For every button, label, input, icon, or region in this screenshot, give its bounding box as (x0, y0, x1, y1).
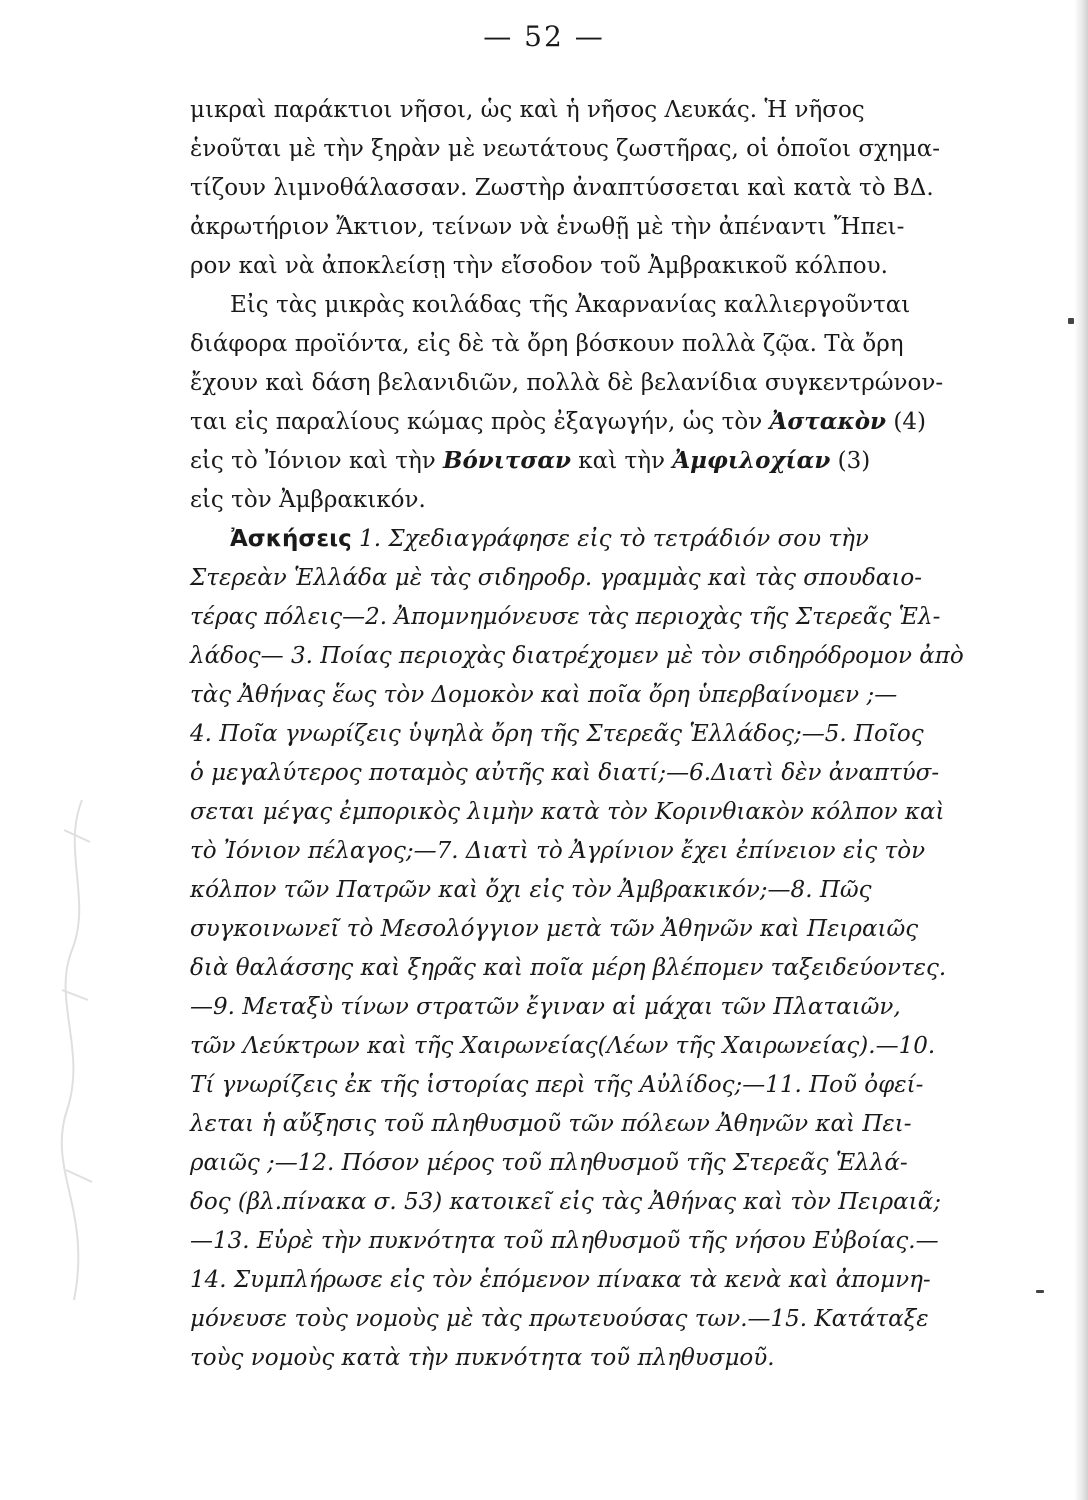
text-run: ται εἰς παραλίους κώμας πρὸς ἐξαγωγήν, ὡς τὸν (190, 409, 770, 435)
exercise-line: Τί γνωρίζεις ἐκ τῆς ἱστορίας περὶ τῆς Αὐλίδος;—11. Ποῦ ὀφεί- (190, 1072, 924, 1098)
text-run: εἰς τὸ Ἰόνιον καὶ τὴν (190, 448, 444, 474)
exercise-line: ραιῶς ;—12. Πόσον μέρος τοῦ πληθυσμοῦ τῆς Στερεᾶς Ἑλλά- (190, 1150, 908, 1176)
exercise-line: τοὺς νομοὺς κατὰ τὴν πυκνότητα τοῦ πληθυσμοῦ. (190, 1345, 775, 1371)
exercise-line: τὸ Ἰόνιον πέλαγος;—7. Διατὶ τὸ Ἀγρίνιον ἔχει ἐπίνειον εἰς τὸν (190, 838, 926, 864)
exercise-line: λεται ἡ αὔξησις τοῦ πληθυσμοῦ τῶν πόλεων Ἀθηνῶν καὶ Πει- (190, 1111, 912, 1137)
text-line: διάφορα προϊόντα, εἰς δὲ τὰ ὄρη βόσκουν πολλὰ ζῷα. Τὰ ὄρη (190, 331, 904, 357)
exercises-heading: Ἀσκήσεις (230, 526, 352, 552)
exercise-line: ὁ μεγαλύτερος ποταμὸς αὐτῆς καὶ διατί;—6.Διατὶ δὲν ἀναπτύσ- (190, 760, 940, 786)
text-run: καὶ τὴν (570, 448, 673, 474)
exercise-line: κόλπον τῶν Πατρῶν καὶ ὄχι εἰς τὸν Ἀμβρακικόν;—8. Πῶς (190, 877, 872, 903)
text-line: εἰς τὸν Ἀμβρακικόν. (190, 487, 426, 513)
exercise-line: —13. Εὑρὲ τὴν πυκνότητα τοῦ πληθυσμοῦ τῆς νήσου Εὐβοίας.— (190, 1228, 939, 1254)
place-name-amfilochia: Ἀμφιλοχίαν (672, 447, 831, 474)
exercise-line: 4. Ποῖα γνωρίζεις ὑψηλὰ ὄρη τῆς Στερεᾶς Ἑλλάδος;—5. Ποῖος (190, 721, 924, 747)
text-line (190, 444, 870, 478)
text-line: ἀκρωτήριον Ἄκτιον, τείνων νὰ ἑνωθῇ μὲ τὴν ἀπέναντι Ἤπει- (190, 214, 905, 240)
text-line: μικραὶ παράκτιοι νῆσοι, ὡς καὶ ἡ νῆσος Λευκάς. Ἡ νῆσος (190, 97, 865, 123)
faint-margin-handwriting (52, 790, 102, 1310)
place-name-vonitsa: Βόνιτσαν (443, 447, 571, 474)
exercise-text: 1. Σχεδιαγράφησε εἰς τὸ τετράδιόν σου τὴν (351, 526, 869, 552)
scan-speck (1036, 1290, 1044, 1293)
exercise-line: τέρας πόλεις—2. Ἀπομνημόνευσε τὰς περιοχὰς τῆς Στερεᾶς Ἑλ- (190, 604, 941, 630)
text-line: τίζουν λιμνοθάλασσαν. Ζωστὴρ ἀναπτύσσεται καὶ κατὰ τὸ ΒΔ. (190, 175, 934, 201)
paragraph-start-line: Εἰς τὰς μικρὰς κοιλάδας τῆς Ἀκαρνανίας καλλιεργοῦνται (230, 292, 911, 318)
text-line: ἑνοῦται μὲ τὴν ξηρὰν μὲ νεωτάτους ζωστῆρας, οἱ ὁποῖοι σχημα- (190, 136, 941, 162)
text-run: (3) (830, 448, 871, 474)
exercise-line: τῶν Λεύκτρων καὶ τῆς Χαιρωνείας(Λέων τῆς Χαιρωνείας).—10. (190, 1033, 936, 1059)
place-name-astakos: Ἀστακὸν (769, 408, 887, 435)
page-number: — 52 — (483, 20, 605, 53)
exercise-line: λάδος— 3. Ποίας περιοχὰς διατρέχομεν μὲ τὸν σιδηρόδρομον ἀπὸ (190, 643, 964, 669)
text-line: ἔχουν καὶ δάση βελανιδιῶν, πολλὰ δὲ βελανίδια συγκεντρώνον- (190, 370, 944, 396)
exercise-line: συγκοινωνεῖ τὸ Μεσολόγγιον μετὰ τῶν Ἀθηνῶν καὶ Πειραιῶς (190, 916, 919, 942)
text-line: ρον καὶ νὰ ἀποκλείσῃ τὴν εἴσοδον τοῦ Ἀμβρακικοῦ κόλπου. (190, 253, 888, 279)
exercise-line: σεται μέγας ἐμπορικὸς λιμὴν κατὰ τὸν Κορινθιακὸν κόλπον καὶ (190, 799, 945, 825)
text-run: (4) (886, 409, 926, 435)
exercise-line: μόνευσε τοὺς νομοὺς μὲ τὰς πρωτευούσας των.—15. Κατάταξε (190, 1306, 929, 1332)
text-line (190, 405, 926, 439)
exercise-line: διὰ θαλάσσης καὶ ξηρᾶς καὶ ποῖα μέρη βλέπομεν ταξειδεύοντες. (190, 955, 947, 981)
exercise-line: τὰς Ἀθήνας ἕως τὸν Δομοκὸν καὶ ποῖα ὄρη ὑπερβαίνομεν ;— (190, 682, 898, 708)
exercises-first-line (230, 522, 869, 556)
exercise-line: δος (βλ.πίνακα σ. 53) κατοικεῖ εἰς τὰς Ἀθήνας καὶ τὸν Πειραιᾶ; (190, 1189, 941, 1215)
exercise-line: Στερεὰν Ἑλλάδα μὲ τὰς σιδηροδρ. γραμμὰς καὶ τὰς σπουδαιο- (190, 565, 922, 591)
scan-page-edge (1074, 0, 1088, 1500)
exercise-line: —9. Μεταξὺ τίνων στρατῶν ἔγιναν αἱ μάχαι τῶν Πλαταιῶν, (190, 994, 901, 1020)
exercise-line: 14. Συμπλήρωσε εἰς τὸν ἑπόμενον πίνακα τὰ κενὰ καὶ ἀπομνη- (190, 1267, 931, 1293)
